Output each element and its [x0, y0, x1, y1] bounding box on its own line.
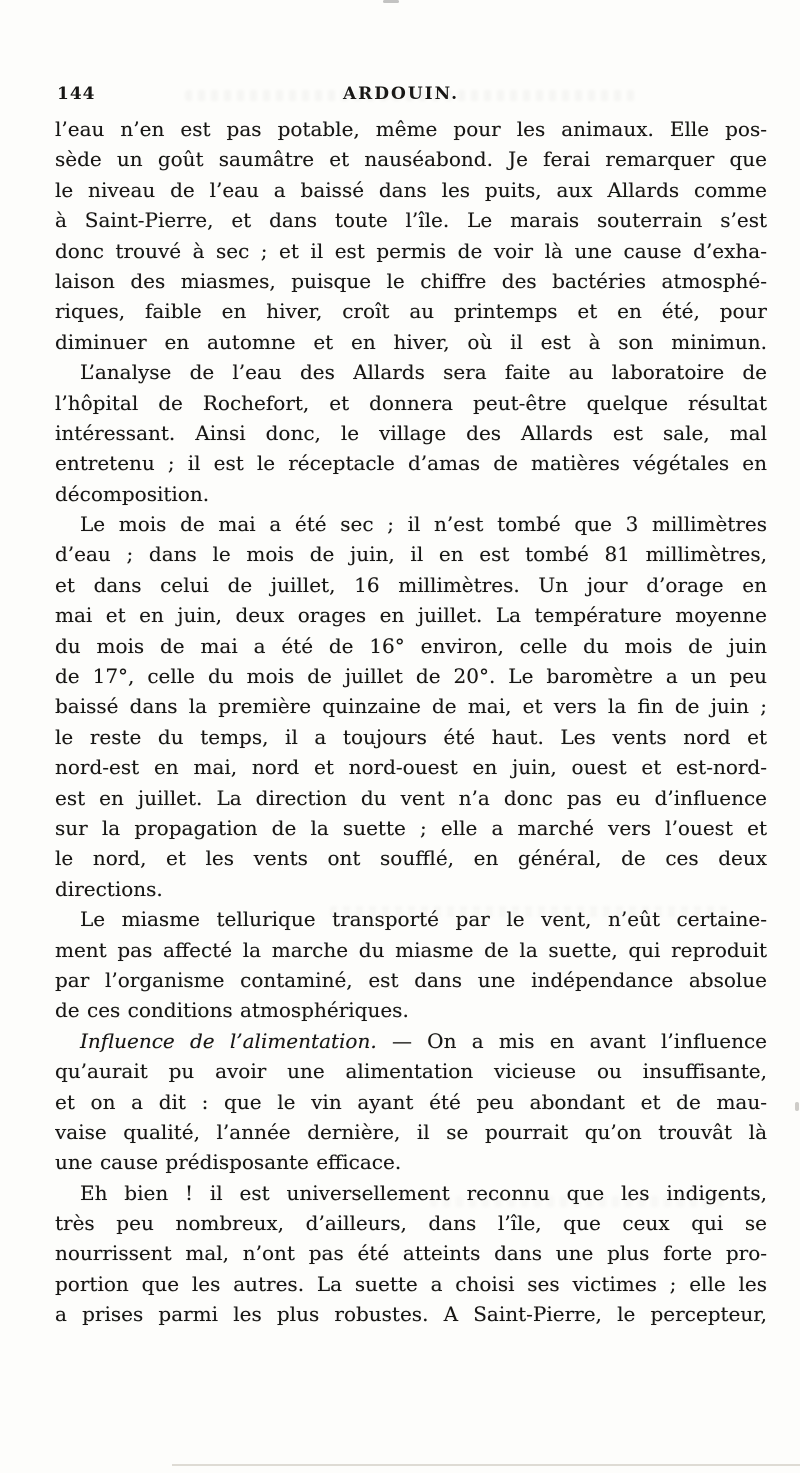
text-line: Le miasme tellurique transporté par le vent, n’eût certaine- [80, 907, 767, 932]
text-line: mai et en juin, deux orages en juillet. La température moyenne [55, 603, 767, 628]
text-line: le niveau de l’eau a baissé dans les puits, aux Allards comme [55, 177, 767, 202]
text-line: par l’organisme contaminé, est dans une indépendance absolue [55, 967, 767, 992]
text-line: L’analyse de l’eau des Allards sera faite au laboratoire de [80, 360, 767, 385]
text-line: du mois de mai a été de 16° environ, celle du mois de juin [55, 633, 767, 658]
text-line: qu’aurait pu avoir une alimentation vicieuse ou insuffisante, [55, 1059, 767, 1084]
running-title: ARDOUIN. [342, 84, 460, 104]
paragraph [55, 1178, 767, 1330]
text-line: diminuer en automne et en hiver, où il est à son minimun. [55, 329, 767, 354]
text-line: nord-est en mai, nord et nord-ouest en juin, ouest et est-nord- [55, 755, 767, 780]
text-line: de 17°, celle du mois de juillet de 20°. Le baromètre a un peu [55, 664, 767, 689]
text-line: donc trouvé à sec ; et il est permis de voir là une cause d’exha- [55, 238, 767, 263]
text-line: le nord, et les vents ont soufflé, en général, de ces deux [55, 846, 767, 871]
text-line: nourrissent mal, n’ont pas été atteints dans une plus forte pro- [55, 1241, 767, 1266]
scan-artifact [795, 1102, 799, 1111]
page-header [55, 84, 767, 106]
text-line: décomposition. [55, 481, 210, 506]
paragraph [55, 509, 767, 904]
text-line: d’eau ; dans le mois de juin, il en est tombé 81 millimètres, [55, 542, 767, 567]
text-line: Le mois de mai a été sec ; il n’est tombé que 3 millimètres [80, 512, 767, 537]
text-line: ment pas affecté la marche du miasme de la suette, qui reproduit [55, 937, 767, 962]
text-line: et on a dit : que le vin ayant été peu abondant et de mau- [55, 1089, 767, 1114]
text-line: le reste du temps, il a toujours été haut. Les vents nord et [55, 724, 767, 749]
text-line: et dans celui de juillet, 16 millimètres. Un jour d’orage en [55, 572, 767, 597]
page-number: 144 [57, 84, 96, 104]
text-line: sur la propagation de la suette ; elle a marché vers l’ouest et [55, 815, 767, 840]
paragraph [55, 904, 767, 1026]
text-line: laison des miasmes, puisque le chiffre des bactéries atmosphé- [55, 268, 767, 293]
text-segment: — On a mis en avant l’influence [376, 1028, 767, 1053]
text-line [55, 1026, 767, 1056]
text-line: a prises parmi les plus robustes. A Saint-Pierre, le percepteur, [55, 1302, 767, 1327]
text-line: une cause prédisposante efficace. [55, 1150, 402, 1175]
text-line: Eh bien ! il est universellement reconnu que les indigents, [80, 1180, 767, 1205]
text-line: riques, faible en hiver, croît au printemps et en été, pour [55, 299, 767, 324]
text-line: directions. [55, 876, 163, 901]
scan-artifact [383, 0, 399, 3]
text-line: intéressant. Ainsi donc, le village des Allards est sale, mal [55, 420, 767, 445]
text-line: très peu nombreux, d’ailleurs, dans l’île, que ceux qui se [55, 1211, 767, 1236]
text-line: à Saint-Pierre, et dans toute l’île. Le marais souterrain s’est [55, 208, 767, 233]
text-line: portion que les autres. La suette a choisi ses victimes ; elle les [55, 1271, 767, 1296]
paragraph [55, 357, 767, 509]
text-line: vaise qualité, l’année dernière, il se pourrait qu’on trouvât là [55, 1119, 767, 1144]
text-line: l’hôpital de Rochefort, et donnera peut-être quelque résultat [55, 390, 767, 415]
text-line: entretenu ; il est le réceptacle d’amas de matières végétales en [55, 451, 767, 476]
scan-artifact [172, 1464, 800, 1466]
text-line: est en juillet. La direction du vent n’a donc pas eu d’influence [55, 785, 767, 810]
text-line: sède un goût saumâtre et nauséabond. Je ferai remarquer que [55, 147, 767, 172]
text-line: baissé dans la première quinzaine de mai, et vers la fin de juin ; [55, 694, 767, 719]
italic-phrase: Influence de l’alimentation. [80, 1028, 377, 1053]
body-text [55, 114, 767, 1330]
text-line: de ces conditions atmosphériques. [55, 998, 409, 1023]
paragraph [55, 114, 767, 357]
text-line: l’eau n’en est pas potable, même pour les animaux. Elle pos- [55, 117, 767, 141]
paragraph [55, 1026, 767, 1178]
